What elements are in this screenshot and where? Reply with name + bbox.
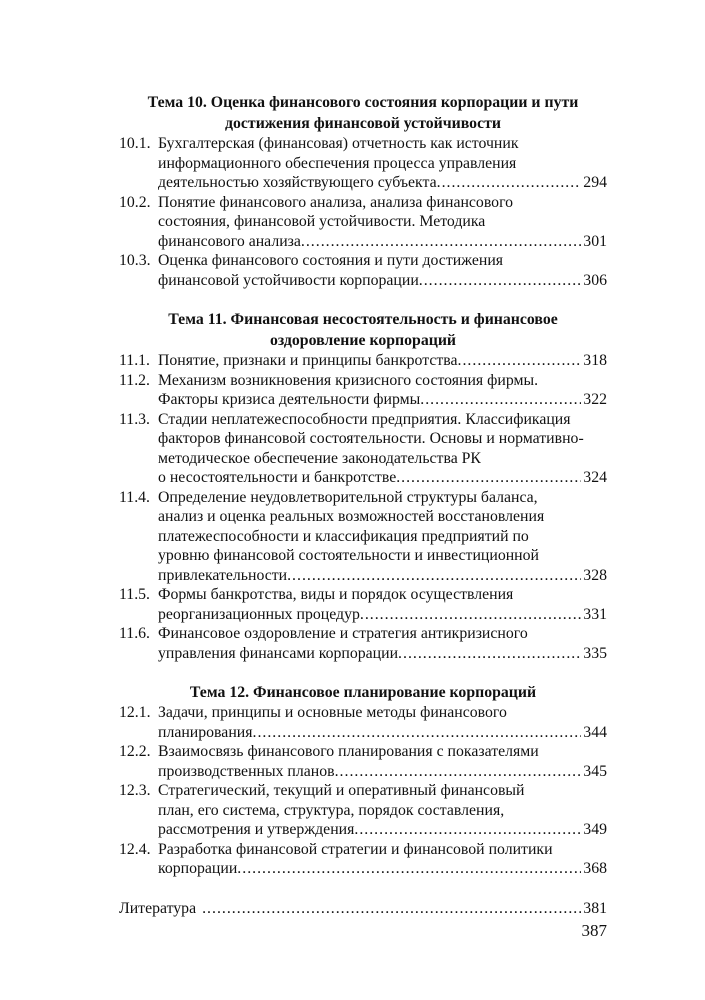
- entry-body: [158, 585, 607, 624]
- entry-page: 294: [583, 174, 607, 191]
- entry-title-line: состояния, финансовой устойчивости. Методика: [158, 213, 486, 230]
- entry-body: [158, 840, 607, 879]
- entry-title-line: [158, 723, 607, 743]
- entry-page: 306: [583, 271, 607, 289]
- spacer: [119, 663, 607, 682]
- entry-body: [158, 193, 607, 252]
- literature-title: Литература: [119, 899, 197, 917]
- entry-page: 344: [583, 723, 607, 741]
- toc-entry[interactable]: [119, 134, 607, 193]
- section-title-line: Тема 12. Финансовое планирование корпораций: [189, 684, 537, 701]
- toc-entry[interactable]: [119, 585, 607, 624]
- entry-page: 324: [583, 469, 607, 486]
- entry-page: 335: [583, 644, 607, 662]
- dot-leader: [396, 468, 581, 488]
- toc-entry[interactable]: [119, 410, 607, 488]
- entry-number: 12.2.: [119, 743, 151, 760]
- entry-title-line: [158, 605, 607, 625]
- entry-title-line: [158, 468, 607, 488]
- entry-title-line: Механизм возникновения кризисного состояния фирмы.: [158, 371, 539, 389]
- entry-title-line: Понятие финансового анализа, анализа финансового: [158, 193, 514, 211]
- dot-leader: [419, 271, 582, 291]
- entry-title-line: Взаимосвязь финансового планирования с показателями: [158, 743, 539, 760]
- dot-leader: [301, 232, 581, 252]
- toc-entry[interactable]: [119, 624, 607, 663]
- entry-title-line: Определение неудовлетворительной структуры баланса,: [158, 488, 538, 506]
- toc-entry[interactable]: [119, 781, 607, 840]
- section-title-line: оздоровление корпораций: [269, 332, 457, 349]
- entry-title-line: информационного обеспечения процесса управления: [158, 154, 517, 172]
- toc-section: [119, 682, 607, 879]
- entry-page: 331: [583, 605, 607, 623]
- entry-title-text: финансового анализа: [158, 232, 301, 250]
- entry-number: 11.5.: [119, 586, 151, 603]
- dot-leader: [335, 762, 582, 782]
- spacer: [119, 879, 607, 899]
- section-title-line: Тема 10. Оценка финансового состояния корпорации и пути: [147, 94, 579, 111]
- toc-section: [119, 309, 607, 663]
- entry-body: [158, 488, 607, 586]
- entry-number: 11.1.: [119, 352, 151, 369]
- entry-body: [158, 781, 607, 840]
- dot-leader: [437, 173, 582, 193]
- entry-number: 12.1.: [119, 704, 151, 721]
- entry-title-line: методическое обеспечение законодательства РК: [158, 449, 481, 467]
- entry-title-line: [158, 859, 607, 879]
- entry-title-line: [158, 173, 607, 193]
- entry-title-text: производственных планов: [158, 762, 335, 780]
- toc-entry[interactable]: [119, 193, 607, 252]
- entry-number: 12.3.: [119, 782, 151, 799]
- entry-title-line: Бухгалтерская (финансовая) отчетность как источник: [158, 135, 519, 152]
- entry-title-line: [158, 271, 607, 291]
- entry-title-line: Стадии неплатежеспособности предприятия. Классификация: [158, 410, 571, 428]
- entry-title-line: Разработка финансовой стратегии и финансовой политики: [158, 840, 553, 858]
- entry-title-line: [158, 390, 607, 410]
- entry-title-line: Стратегический, текущий и оперативный финансовый: [158, 782, 525, 799]
- entry-title-line: факторов финансовой состоятельности. Основы и нормативно-: [158, 430, 584, 447]
- entry-title-text: привлекательности: [158, 566, 288, 584]
- entry-title-text: планирования: [158, 723, 253, 741]
- entry-title-line: план, его система, структура, порядок составления,: [158, 801, 505, 819]
- entry-title-line: анализ и оценка реальных возможностей восстановления: [158, 508, 545, 525]
- entry-title-line: Финансовое оздоровление и стратегия антикризисного: [158, 625, 528, 642]
- entry-title-line: Оценка финансового состояния и пути достижения: [158, 252, 504, 269]
- entry-body: [158, 351, 607, 371]
- dot-leader: [196, 899, 581, 919]
- entry-number: 11.4.: [119, 488, 151, 506]
- entry-body: [158, 703, 607, 742]
- toc-entry[interactable]: [119, 742, 607, 781]
- entry-number: 10.3.: [119, 252, 151, 269]
- section-title-line: Тема 11. Финансовая несостоятельность и финансовое: [168, 311, 558, 328]
- entry-title-text: о несостоятельности и банкротстве: [158, 469, 397, 486]
- dot-leader: [287, 566, 581, 586]
- entry-number: 11.3.: [119, 410, 151, 428]
- dot-leader: [237, 859, 581, 879]
- entry-page: 368: [583, 860, 607, 877]
- entry-number: 10.1.: [119, 135, 151, 152]
- entry-title-line: Задачи, принципы и основные методы финансового: [158, 704, 507, 721]
- entry-page: 345: [583, 762, 607, 780]
- entry-page: 318: [583, 352, 607, 369]
- toc-entry[interactable]: [119, 371, 607, 410]
- entry-title-text: деятельностью хозяйствующего субъекта: [158, 174, 437, 191]
- entry-body: [158, 371, 607, 410]
- section-title-line: достижения финансовой устойчивости: [225, 115, 501, 132]
- dot-leader: [253, 723, 582, 743]
- toc-sections: [119, 92, 607, 879]
- entry-page: 328: [583, 566, 607, 584]
- dot-leader: [420, 390, 581, 410]
- entry-body: [158, 410, 607, 488]
- toc-entry[interactable]: [119, 703, 607, 742]
- spacer: [119, 290, 607, 309]
- entry-title-line: [158, 820, 607, 840]
- entry-body: [158, 251, 607, 290]
- entry-title-line: [158, 566, 607, 586]
- toc-entry[interactable]: [119, 840, 607, 879]
- entry-title-line: [158, 644, 607, 664]
- entry-title-line: платежеспособности и классификация предприятий по: [158, 527, 529, 545]
- entry-title-text: Понятие, признаки и принципы банкротства: [158, 352, 458, 369]
- dot-leader: [354, 820, 581, 840]
- entry-title-text: финансовой устойчивости корпорации: [158, 271, 419, 289]
- toc-entry[interactable]: [119, 351, 607, 371]
- entry-body: [158, 624, 607, 663]
- entry-title-text: Факторы кризиса деятельности фирмы: [158, 391, 421, 408]
- entry-body: [158, 134, 607, 193]
- toc-entry-literature[interactable]: [119, 899, 607, 919]
- dot-leader: [360, 605, 581, 625]
- page-number: 387: [581, 921, 607, 940]
- entry-page: 349: [583, 821, 607, 838]
- dot-leader: [398, 644, 581, 664]
- toc-section: [119, 92, 607, 290]
- entry-title-text: корпорации: [158, 860, 238, 877]
- toc-entry[interactable]: [119, 251, 607, 290]
- entry-page: 322: [583, 391, 607, 408]
- entry-title-line: [158, 762, 607, 782]
- entry-body: [158, 742, 607, 781]
- entry-title-line: Формы банкротства, виды и порядок осуществления: [158, 586, 514, 603]
- entry-number: 12.4.: [119, 840, 151, 858]
- table-of-contents: [119, 92, 607, 918]
- entry-number: 11.2.: [119, 371, 151, 389]
- entry-title-text: управления финансами корпорации: [158, 644, 399, 662]
- literature-page: 381: [583, 899, 607, 917]
- entry-title-line: [158, 232, 607, 252]
- entry-page: 301: [583, 232, 607, 250]
- entry-number: 11.6.: [119, 625, 151, 642]
- toc-entry[interactable]: [119, 488, 607, 586]
- entry-title-line: уровню финансовой состоятельности и инвестиционной: [158, 547, 539, 564]
- entry-number: 10.2.: [119, 193, 151, 211]
- entry-title-line: [158, 351, 607, 371]
- dot-leader: [458, 351, 582, 371]
- entry-title-text: реорганизационных процедур: [158, 605, 360, 623]
- entry-title-text: рассмотрения и утверждения: [158, 821, 355, 838]
